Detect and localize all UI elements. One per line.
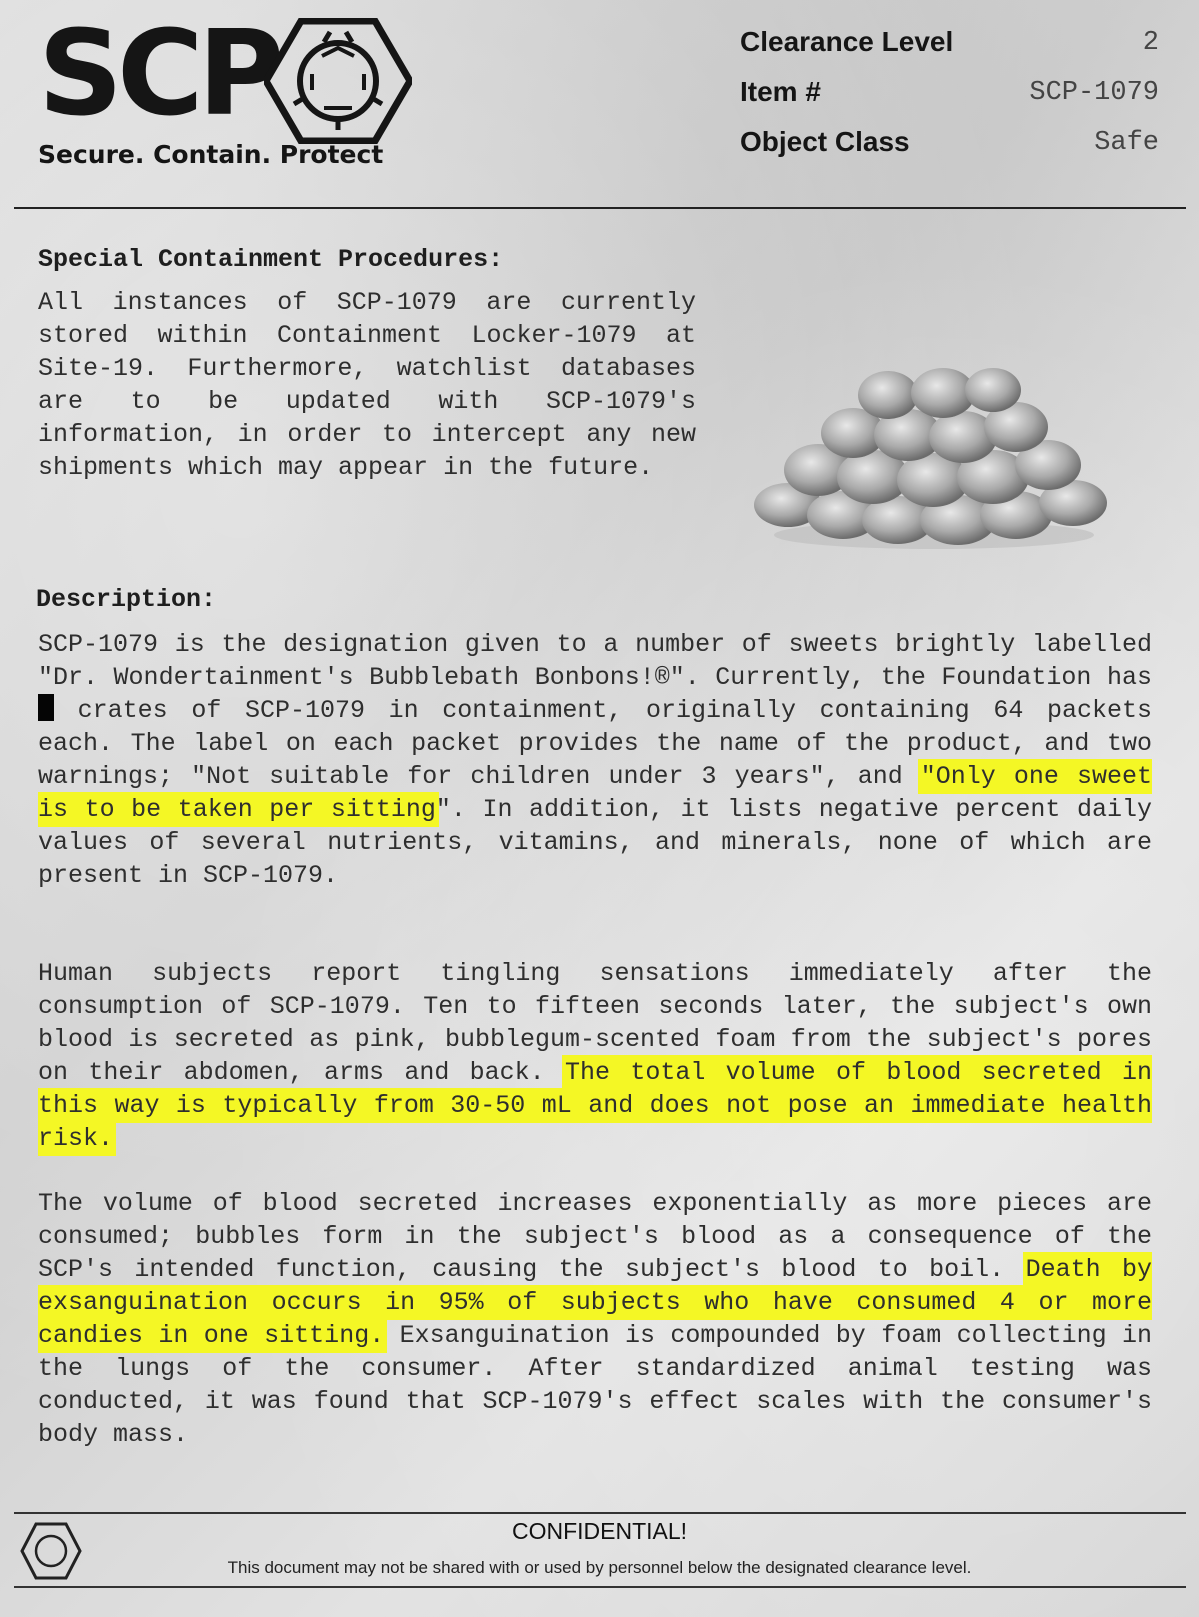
scp-logo-text: SCP — [38, 4, 279, 142]
redaction-bar — [38, 694, 54, 721]
tagline: Secure. Contain. Protect — [38, 140, 384, 169]
candy-pile-image — [748, 355, 1120, 555]
description-p1-end: ". In addition, it lists negative percent daily values of several nutrients, vitamins, and minerals, none of which are present in SCP-1079. — [38, 795, 1152, 890]
containment-heading: Special Containment Procedures: — [38, 245, 504, 274]
containment-text: All instances of SCP-1079 are currently stored within Containment Locker-1079 at Site-19. Furthermore, watchlist databases are to be updated with SCP-1079's information, in order to intercept any new shipments which may appear in the future. — [38, 288, 696, 482]
footer-divider-bottom — [14, 1586, 1186, 1588]
description-p3-end: Exsanguination is compounded by foam collecting in the lungs of the consumer. After standardized animal testing was conducted, it was found that SCP-1079's effect scales with the consumer's body mass. — [38, 1321, 1152, 1449]
scp-emblem-icon — [264, 18, 412, 144]
item-number-label: Item # — [740, 76, 821, 107]
description-p1-start: SCP-1079 is the designation given to a number of sweets brightly labelled "Dr. Wondertainment's Bubblebath Bonbons!®". Currently, the Foundation has — [38, 630, 1152, 692]
footer-confidential-title: CONFIDENTIAL! — [511, 1518, 688, 1544]
highlight-blood-volume: The total volume of blood secreted in this way is typically from 30-50 mL and does not pose an immediate health risk. — [38, 1058, 1152, 1153]
clearance-level-label: Clearance Level — [740, 26, 954, 57]
header-divider — [14, 207, 1186, 209]
object-class-label: Object Class — [740, 126, 910, 157]
highlight-death-rate: Death by exsanguination occurs in 95% of subjects who have consumed 4 or more candies in one sitting. — [38, 1255, 1152, 1350]
description-p1-middle: crates of SCP-1079 in containment, originally containing 64 packets each. The label on each packet provides the name of the product, and two warnings; "Not suitable for children under 3 years", and — [38, 696, 1152, 791]
description-heading: Description: — [36, 585, 217, 614]
highlight-sweet-warning: "Only one sweet is to be taken per sitting — [38, 762, 1152, 824]
footer-disclaimer: This document may not be shared with or used by personnel below the designated clearance level. — [227, 1558, 972, 1577]
description-p2-start: Human subjects report tingling sensations immediately after the consumption of SCP-1079. Ten to fifteen seconds later, the subject's own blood is secreted as pink, bubblegum-scented foam from the subject's pores on their abdomen, arms and back. — [38, 959, 1152, 1087]
description-paragraph-1 — [38, 628, 1152, 892]
description-paragraph-2 — [38, 957, 1152, 1155]
object-class-value: Safe — [1094, 128, 1159, 158]
description-p3-start: The volume of blood secreted increases exponentially as more pieces are consumed; bubbles form in the subject's blood as a consequence of the SCP's intended function, causing the subject's blood to boil. — [38, 1189, 1152, 1284]
item-number-value: SCP-1079 — [1029, 78, 1159, 108]
description-paragraph-3 — [38, 1187, 1152, 1451]
clearance-level-value: 2 — [1142, 28, 1159, 58]
footer-divider-top — [14, 1512, 1186, 1514]
